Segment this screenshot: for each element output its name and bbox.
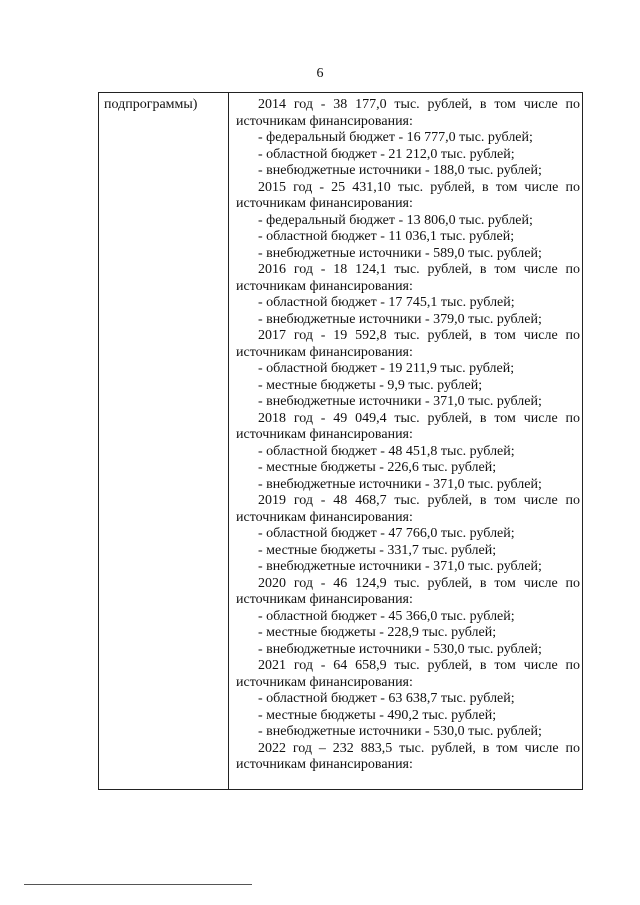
funding-source-item: - местные бюджеты - 490,2 тыс. рублей; [258, 707, 497, 723]
footer-rule [24, 884, 252, 885]
column-divider [228, 92, 229, 790]
funding-sources-label: источникам финансирования: [236, 427, 413, 442]
funding-sources-label: источникам финансирования: [236, 344, 413, 360]
year-total-line: 2014 год - 38 177,0 тыс. рублей, в том числе по [258, 97, 580, 112]
funding-source-item: - местные бюджеты - 228,9 тыс. рублей; [258, 625, 497, 640]
funding-source-item: - местные бюджеты - 9,9 тыс. рублей; [258, 377, 483, 393]
funding-source-item: - внебюджетные источники - 188,0 тыс. рублей; [258, 163, 542, 178]
year-block [236, 180, 580, 263]
funding-sources-label: источникам финансирования: [236, 196, 413, 211]
year-block [236, 411, 580, 494]
funding-source-item: - областной бюджет - 45 366,0 тыс. рублей; [258, 608, 515, 624]
page-number: 6 [316, 66, 324, 81]
funding-sources-label: источникам финансирования: [236, 113, 413, 129]
funding-source-item: - внебюджетные источники - 589,0 тыс. рублей; [258, 245, 542, 261]
year-total-line: 2017 год - 19 592,8 тыс. рублей, в том числе по [258, 328, 580, 343]
year-total-line: 2018 год - 49 049,4 тыс. рублей, в том числе по [258, 410, 580, 426]
funding-source-item: - местные бюджеты - 226,6 тыс. рублей; [258, 460, 497, 475]
funding-source-item: - областной бюджет - 47 766,0 тыс. рублей; [258, 526, 515, 541]
year-total-line: 2021 год - 64 658,9 тыс. рублей, в том числе по [258, 658, 580, 673]
year-total-line: 2022 год – 232 883,5 тыс. рублей, в том числе по [258, 740, 580, 756]
funding-sources-label: источникам финансирования: [236, 509, 413, 525]
year-total-line: 2020 год - 46 124,9 тыс. рублей, в том числе по [258, 575, 580, 591]
funding-source-item: - внебюджетные источники - 530,0 тыс. рублей; [258, 641, 542, 657]
funding-source-item: - областной бюджет - 63 638,7 тыс. рублей; [258, 691, 515, 706]
funding-source-item: - внебюджетные источники - 371,0 тыс. рублей; [258, 394, 542, 409]
funding-sources-label: источникам финансирования: [236, 592, 413, 607]
funding-source-item: - внебюджетные источники - 530,0 тыс. рублей; [258, 724, 542, 739]
year-block [236, 741, 580, 774]
funding-source-item: - внебюджетные источники - 371,0 тыс. рублей; [258, 476, 542, 492]
year-block [236, 658, 580, 741]
funding-source-item: - областной бюджет - 21 212,0 тыс. рублей; [258, 146, 515, 162]
funding-sources-label: источникам финансирования: [236, 757, 413, 772]
year-total-line: 2016 год - 18 124,1 тыс. рублей, в том числе по [258, 262, 580, 277]
year-block [236, 493, 580, 576]
year-total-line: 2015 год - 25 431,10 тыс. рублей, в том числе по [258, 179, 580, 195]
year-block [236, 576, 580, 659]
year-block [236, 262, 580, 328]
year-block [236, 328, 580, 411]
funding-source-item: - федеральный бюджет - 13 806,0 тыс. рублей; [258, 212, 533, 228]
funding-source-item: - федеральный бюджет - 16 777,0 тыс. рублей; [258, 130, 533, 145]
year-block [236, 97, 580, 180]
funding-source-item: - областной бюджет - 11 036,1 тыс. рублей; [258, 229, 515, 244]
funding-source-item: - местные бюджеты - 331,7 тыс. рублей; [258, 542, 497, 558]
funding-sources-label: источникам финансирования: [236, 674, 413, 690]
left-cell-label: подпрограммы) [104, 97, 198, 112]
funding-source-item: - внебюджетные источники - 379,0 тыс. рублей; [258, 311, 542, 327]
funding-source-item: - областной бюджет - 19 211,9 тыс. рублей; [258, 361, 515, 376]
funding-source-item: - областной бюджет - 17 745,1 тыс. рублей; [258, 295, 515, 310]
funding-cell [236, 97, 580, 774]
year-total-line: 2019 год - 48 468,7 тыс. рублей, в том числе по [258, 493, 580, 508]
funding-source-item: - областной бюджет - 48 451,8 тыс. рублей; [258, 443, 515, 459]
funding-sources-label: источникам финансирования: [236, 278, 413, 294]
funding-source-item: - внебюджетные источники - 371,0 тыс. рублей; [258, 559, 542, 574]
